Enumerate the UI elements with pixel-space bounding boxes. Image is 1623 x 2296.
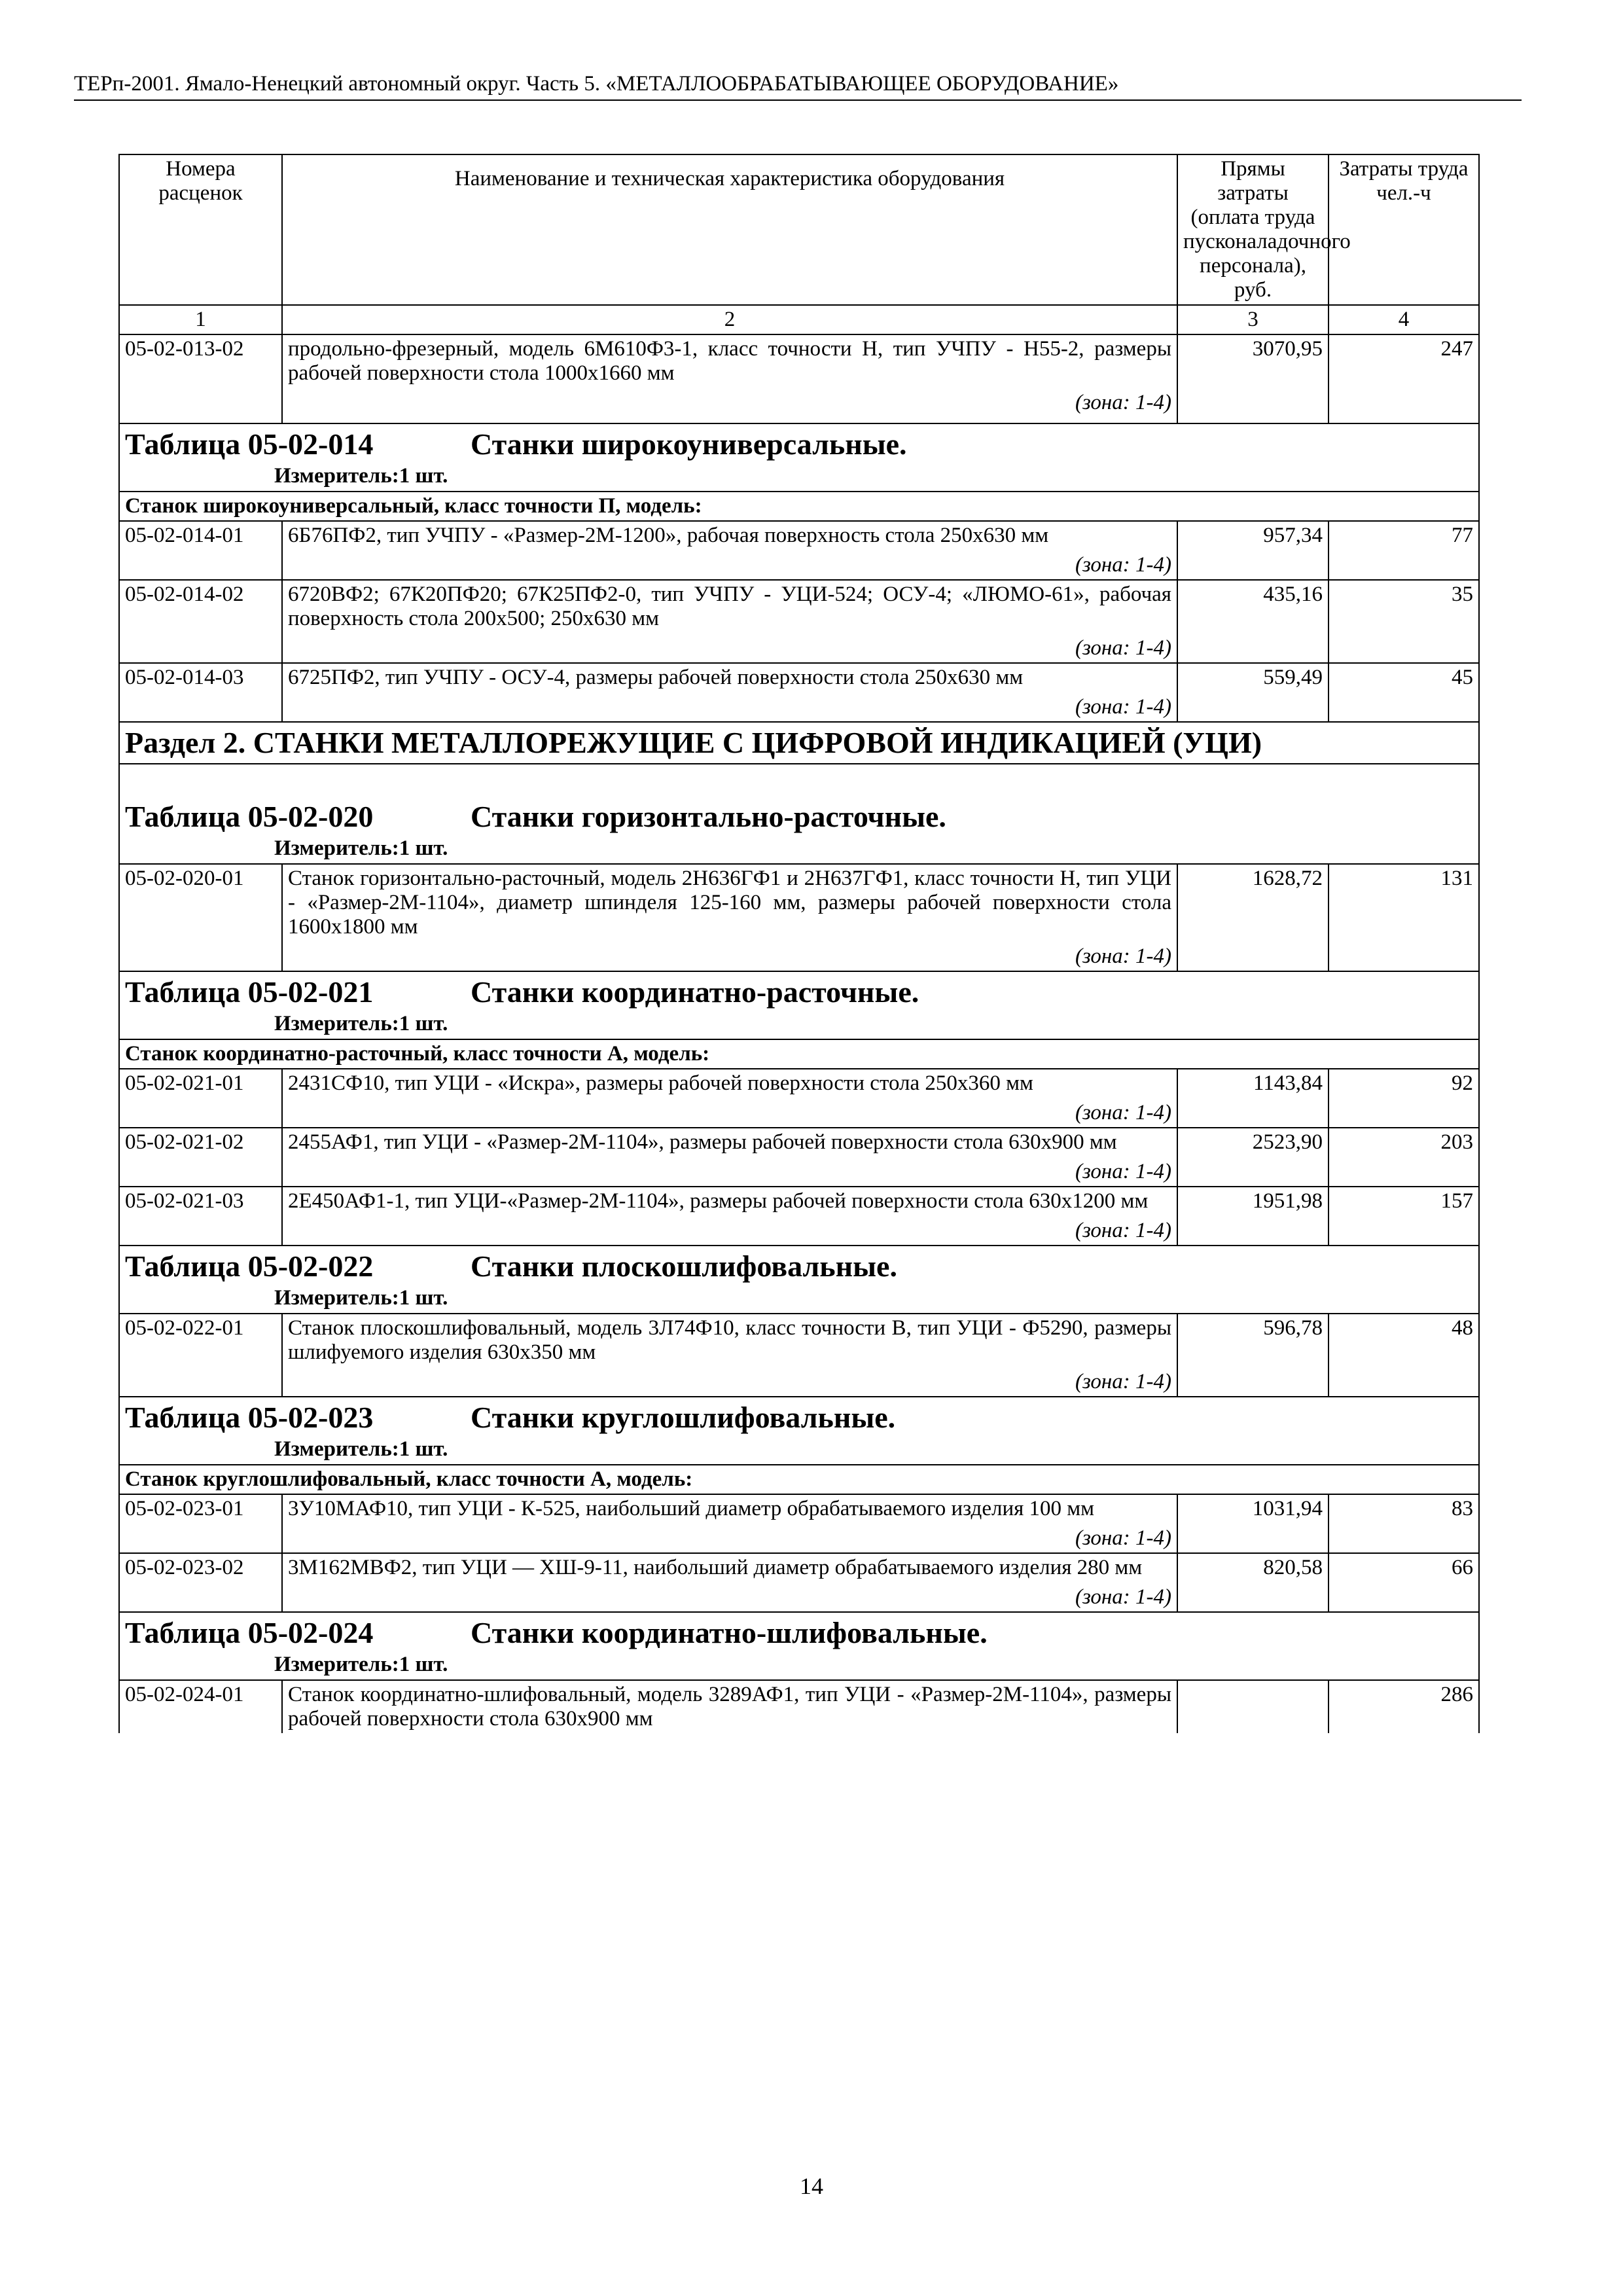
measure-unit: Измеритель:1 шт.: [274, 464, 448, 488]
measure-unit: Измеритель:1 шт.: [274, 1437, 448, 1461]
section-row: [119, 722, 1479, 764]
table-row: [119, 1680, 1479, 1733]
table-row: [119, 1069, 1479, 1128]
row-description-text: Станок координатно-шлифовальный, модель 3289АФ1, тип УЦИ - «Размер-2М-1104», размеры рабочей поверхности стола 630х900 мм: [288, 1683, 1171, 1731]
table-heading: [119, 971, 1479, 1039]
table-heading: [119, 423, 1479, 492]
row-description: [282, 521, 1177, 580]
page-number: 14: [800, 2173, 823, 2199]
row-description: [282, 864, 1177, 971]
row-description: [282, 1187, 1177, 1246]
table-number: Таблица 05-02-021: [125, 975, 374, 1009]
row-labor: 92: [1329, 1069, 1479, 1128]
table-number: Таблица 05-02-022: [125, 1249, 374, 1283]
row-zone: (зона: 1-4): [1075, 1160, 1171, 1183]
row-description: [282, 1553, 1177, 1612]
table-heading: [119, 1612, 1479, 1680]
measure-unit: Измеритель:1 шт.: [274, 1286, 448, 1310]
row-description: [282, 1128, 1177, 1187]
table-row: [119, 1314, 1479, 1397]
row-description-text: 6Б76ПФ2, тип УЧПУ - «Размер-2М-1200», рабочая поверхность стола 250х630 мм: [288, 524, 1049, 547]
section-title: Раздел 2. СТАНКИ МЕТАЛЛОРЕЖУЩИЕ С ЦИФРОВОЙ ИНДИКАЦИЕЙ (УЦИ): [125, 726, 1262, 759]
row-zone: (зона: 1-4): [1075, 1101, 1171, 1124]
price-table: [118, 154, 1480, 1733]
row-code: 05-02-020-01: [119, 864, 282, 971]
table-heading-row: [119, 1612, 1479, 1680]
row-price: 596,78: [1177, 1314, 1329, 1397]
row-code: 05-02-021-03: [119, 1187, 282, 1246]
row-zone: (зона: 1-4): [1075, 695, 1171, 719]
table-row: [119, 521, 1479, 580]
row-labor: 45: [1329, 663, 1479, 722]
row-description: [282, 334, 1177, 423]
table-name: Станки круглошлифовальные.: [471, 1401, 896, 1434]
table-heading-row: [119, 1246, 1479, 1314]
row-price: [1177, 1680, 1329, 1733]
row-code: 05-02-014-02: [119, 580, 282, 663]
measure-unit: Измеритель:1 шт.: [274, 836, 448, 860]
row-zone: (зона: 1-4): [1075, 553, 1171, 577]
row-description-text: 6725ПФ2, тип УЧПУ - ОСУ-4, размеры рабочей поверхности стола 250х630 мм: [288, 666, 1024, 689]
table-number: Таблица 05-02-020: [125, 800, 374, 833]
row-labor: 48: [1329, 1314, 1479, 1397]
row-price: 1951,98: [1177, 1187, 1329, 1246]
column-header-description: Наименование и техническая характеристика оборудования: [282, 154, 1177, 305]
row-code: 05-02-022-01: [119, 1314, 282, 1397]
row-labor: 83: [1329, 1494, 1479, 1553]
measure-unit: Измеритель:1 шт.: [274, 1012, 448, 1035]
column-header-row: [119, 154, 1479, 305]
row-labor: 131: [1329, 864, 1479, 971]
row-price: 3070,95: [1177, 334, 1329, 423]
row-description-text: 2455АФ1, тип УЦИ - «Размер-2М-1104», размеры рабочей поверхности стола 630х900 мм: [288, 1130, 1117, 1154]
section-heading: [119, 722, 1479, 764]
row-code: 05-02-021-01: [119, 1069, 282, 1128]
column-number: 2: [282, 305, 1177, 334]
table-number: Таблица 05-02-014: [125, 427, 374, 461]
table-subheading: Станок широкоуниверсальный, класс точности П, модель:: [119, 492, 1479, 521]
column-number: 3: [1177, 305, 1329, 334]
row-price: 435,16: [1177, 580, 1329, 663]
table-row: [119, 1187, 1479, 1246]
row-description: [282, 1069, 1177, 1128]
table-row: [119, 1553, 1479, 1612]
row-code: 05-02-023-01: [119, 1494, 282, 1553]
row-description-text: 2Е450АФ1-1, тип УЦИ-«Размер-2М-1104», размеры рабочей поверхности стола 630х1200 мм: [288, 1189, 1149, 1213]
table-heading: [119, 1246, 1479, 1314]
table-name: Станки широкоуниверсальные.: [471, 427, 907, 461]
subheading-row: [119, 1039, 1479, 1069]
row-zone: (зона: 1-4): [1075, 1585, 1171, 1609]
row-labor: 66: [1329, 1553, 1479, 1612]
row-description-text: 6720ВФ2; 67К20ПФ20; 67К25ПФ2-0, тип УЧПУ - УЦИ-524; ОСУ-4; «ЛЮМО-61», рабочая поверхность стола 200х500; 250х630 мм: [288, 583, 1171, 630]
row-price: 559,49: [1177, 663, 1329, 722]
measure-unit: Измеритель:1 шт.: [274, 1653, 448, 1676]
column-number: 1: [119, 305, 282, 334]
row-price: 1628,72: [1177, 864, 1329, 971]
row-description: [282, 663, 1177, 722]
row-labor: 77: [1329, 521, 1479, 580]
column-header-code: Номера расценок: [119, 154, 282, 305]
subheading-row: [119, 492, 1479, 521]
table-heading-row: [119, 764, 1479, 864]
row-zone: (зона: 1-4): [1075, 944, 1171, 968]
row-code: 05-02-014-03: [119, 663, 282, 722]
row-description-text: Станок горизонтально-расточный, модель 2Н636ГФ1 и 2Н637ГФ1, класс точности Н, тип УЦИ - «Размер-2М-1104», диаметр шпинделя 125-160 мм, размеры рабочей поверхности стола 1600х1800 мм: [288, 867, 1171, 939]
table-row: [119, 1494, 1479, 1553]
table-row: [119, 334, 1479, 423]
column-number: 4: [1329, 305, 1479, 334]
row-zone: (зона: 1-4): [1075, 1526, 1171, 1550]
row-labor: 247: [1329, 334, 1479, 423]
subheading-row: [119, 1465, 1479, 1494]
column-number-row: [119, 305, 1479, 334]
row-code: 05-02-013-02: [119, 334, 282, 423]
row-zone: (зона: 1-4): [1075, 1219, 1171, 1242]
row-description: [282, 1680, 1177, 1733]
table-row: [119, 663, 1479, 722]
row-zone: (зона: 1-4): [1075, 636, 1171, 660]
table-number: Таблица 05-02-024: [125, 1616, 374, 1649]
row-price: 1031,94: [1177, 1494, 1329, 1553]
row-description: [282, 1314, 1177, 1397]
row-description-text: Станок плоскошлифовальный, модель 3Л74Ф10, класс точности В, тип УЦИ - Ф5290, размеры шлифуемого изделия 630х350 мм: [288, 1316, 1171, 1364]
row-labor: 35: [1329, 580, 1479, 663]
row-description-text: 3У10МАФ10, тип УЦИ - К-525, наибольший диаметр обрабатываемого изделия 100 мм: [288, 1497, 1095, 1520]
row-labor: 203: [1329, 1128, 1479, 1187]
row-description-text: 3М162МВФ2, тип УЦИ — ХШ-9-11, наибольший диаметр обрабатываемого изделия 280 мм: [288, 1556, 1143, 1579]
row-price: 1143,84: [1177, 1069, 1329, 1128]
table-heading-row: [119, 423, 1479, 492]
row-price: 2523,90: [1177, 1128, 1329, 1187]
column-header-labor: Затраты труда чел.-ч: [1329, 154, 1479, 305]
row-code: 05-02-021-02: [119, 1128, 282, 1187]
column-header-direct-costs: Прямы затраты (оплата труда пусконаладочного персонала), руб.: [1177, 154, 1329, 305]
row-code: 05-02-014-01: [119, 521, 282, 580]
table-row: [119, 580, 1479, 663]
row-price: 820,58: [1177, 1553, 1329, 1612]
table-name: Станки горизонтально-расточные.: [471, 800, 946, 833]
table-name: Станки координатно-шлифовальные.: [471, 1616, 988, 1649]
page-header: ТЕРп-2001. Ямало-Ненецкий автономный округ. Часть 5. «МЕТАЛЛООБРАБАТЫВАЮЩЕЕ ОБОРУДОВАНИЕ»: [74, 71, 1522, 101]
row-code: 05-02-023-02: [119, 1553, 282, 1612]
table-heading: [119, 764, 1479, 864]
table-name: Станки плоскошлифовальные.: [471, 1249, 897, 1283]
row-code: 05-02-024-01: [119, 1680, 282, 1733]
table-row: [119, 1128, 1479, 1187]
row-description-text: 2431СФ10, тип УЦИ - «Искра», размеры рабочей поверхности стола 250х360 мм: [288, 1071, 1033, 1095]
table-heading: [119, 1397, 1479, 1465]
row-description-text: продольно-фрезерный, модель 6М610Ф3-1, класс точности Н, тип УЧПУ - Н55-2, размеры рабочей поверхности стола 1000х1660 мм: [288, 337, 1171, 385]
row-description: [282, 580, 1177, 663]
table-name: Станки координатно-расточные.: [471, 975, 919, 1009]
row-zone: (зона: 1-4): [1075, 1370, 1171, 1393]
table-subheading: Станок круглошлифовальный, класс точности А, модель:: [119, 1465, 1479, 1494]
table-subheading: Станок координатно-расточный, класс точности А, модель:: [119, 1039, 1479, 1069]
row-labor: 157: [1329, 1187, 1479, 1246]
row-labor: 286: [1329, 1680, 1479, 1733]
row-price: 957,34: [1177, 521, 1329, 580]
table-number: Таблица 05-02-023: [125, 1401, 374, 1434]
table-heading-row: [119, 971, 1479, 1039]
row-zone: (зона: 1-4): [1075, 391, 1171, 414]
table-heading-row: [119, 1397, 1479, 1465]
row-description: [282, 1494, 1177, 1553]
table-row: [119, 864, 1479, 971]
